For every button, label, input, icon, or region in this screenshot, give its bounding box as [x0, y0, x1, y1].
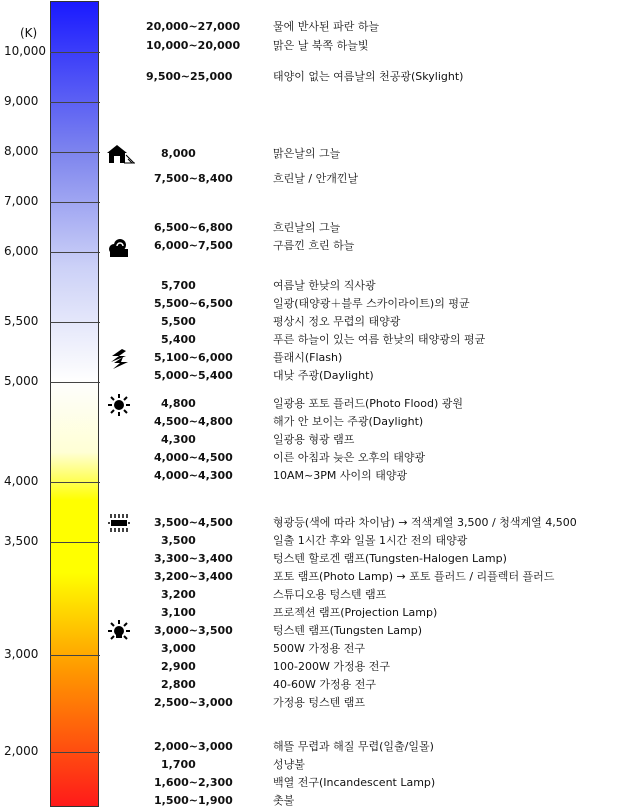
scale-label: 4,000 [4, 474, 39, 488]
entry-description: 40-60W 가정용 전구 [273, 678, 376, 691]
scale-label: 7,000 [4, 194, 39, 208]
entry-description: 스튜디오용 텅스텐 램프 [273, 588, 387, 601]
entry-description: 가정용 텅스텐 램프 [273, 696, 366, 709]
entry-description: 해뜰 무렵과 해질 무렵(일출/일몰) [273, 740, 434, 753]
entry-kelvin-value: 5,000~5,400 [154, 369, 233, 382]
scale-tick [50, 152, 100, 153]
entry-description: 촛불 [273, 794, 295, 807]
entry-description: 포토 램프(Photo Lamp) → 포토 플러드 / 리플렉터 플러드 [273, 570, 555, 583]
house-shade-icon [106, 143, 136, 165]
entry-description: 이른 아침과 늦은 오후의 태양광 [273, 451, 426, 464]
entry-kelvin-value: 1,600~2,300 [154, 776, 233, 789]
scale-tick [50, 752, 100, 753]
entry-kelvin-value: 4,000~4,300 [154, 469, 233, 482]
entry-kelvin-value: 3,000~3,500 [154, 624, 233, 637]
entry-kelvin-value: 5,500 [161, 315, 196, 328]
entry-kelvin-value: 2,800 [161, 678, 196, 691]
entry-kelvin-value: 3,500 [161, 534, 196, 547]
entry-kelvin-value: 6,500~6,800 [154, 221, 233, 234]
entry-kelvin-value: 6,000~7,500 [154, 239, 233, 252]
entry-kelvin-value: 5,400 [161, 333, 196, 346]
entry-description: 일광용 포토 플러드(Photo Flood) 광원 [273, 397, 464, 410]
entry-description: 형광등(색에 따라 차이남) → 적색계열 3,500 / 청색계열 4,500 [273, 516, 577, 529]
scale-tick [50, 52, 100, 53]
scale-label: 3,000 [4, 647, 39, 661]
scale-label: 3,500 [4, 534, 39, 548]
entry-description: 100-200W 가정용 전구 [273, 660, 390, 673]
entry-description: 평상시 정오 무렵의 태양광 [273, 315, 401, 328]
entry-kelvin-value: 3,300~3,400 [154, 552, 233, 565]
entry-description: 태양이 없는 여름날의 천공광(Skylight) [273, 70, 464, 83]
kelvin-unit-label: (K) [20, 26, 38, 40]
entry-kelvin-value: 3,500~4,500 [154, 516, 233, 529]
color-temperature-gradient-bar [50, 1, 99, 807]
entry-kelvin-value: 10,000~20,000 [146, 39, 241, 52]
entry-description: 구름낀 흐린 하늘 [273, 239, 355, 252]
scale-tick [50, 252, 100, 253]
entry-description: 일출 1시간 후와 일몰 1시간 전의 태양광 [273, 534, 468, 547]
entry-description: 500W 가정용 전구 [273, 642, 365, 655]
entry-description: 흐린날의 그늘 [273, 221, 341, 234]
sun-icon [108, 394, 130, 416]
scale-label: 6,000 [4, 244, 39, 258]
cloud-icon [108, 238, 130, 258]
entry-description: 여름날 한낮의 직사광 [273, 279, 376, 292]
entry-kelvin-value: 2,000~3,000 [154, 740, 233, 753]
scale-label: 5,500 [4, 314, 39, 328]
entry-kelvin-value: 3,200~3,400 [154, 570, 233, 583]
entry-description: 성냥불 [273, 758, 305, 771]
entry-description: 텅스텐 할로겐 램프(Tungsten-Halogen Lamp) [273, 552, 507, 565]
entry-kelvin-value: 5,100~6,000 [154, 351, 233, 364]
entry-kelvin-value: 4,500~4,800 [154, 415, 233, 428]
entry-description: 흐린날 / 안개낀날 [273, 172, 359, 185]
entry-description: 텅스텐 램프(Tungsten Lamp) [273, 624, 423, 637]
entry-description: 백열 전구(Incandescent Lamp) [273, 776, 436, 789]
entry-description: 일광(태양광＋블루 스카이라이트)의 평균 [273, 297, 470, 310]
scale-label: 8,000 [4, 144, 39, 158]
scale-tick [50, 542, 100, 543]
scale-tick [50, 202, 100, 203]
scale-label: 9,000 [4, 94, 39, 108]
scale-tick [50, 382, 100, 383]
entry-kelvin-value: 2,500~3,000 [154, 696, 233, 709]
entry-kelvin-value: 5,500~6,500 [154, 297, 233, 310]
scale-label: 5,000 [4, 374, 39, 388]
entry-description: 물에 반사된 파란 하늘 [273, 20, 380, 33]
scale-tick [50, 322, 100, 323]
entry-kelvin-value: 1,500~1,900 [154, 794, 233, 807]
entry-kelvin-value: 5,700 [161, 279, 196, 292]
scale-label: 10,000 [4, 44, 46, 58]
scale-tick [50, 655, 100, 656]
bulb-icon [108, 620, 130, 642]
entry-kelvin-value: 3,100 [161, 606, 196, 619]
entry-kelvin-value: 3,000 [161, 642, 196, 655]
entry-description: 플래시(Flash) [273, 351, 343, 364]
fluorescent-lamp-icon [108, 513, 130, 533]
entry-kelvin-value: 20,000~27,000 [146, 20, 241, 33]
entry-description: 대낮 주광(Daylight) [273, 369, 374, 382]
entry-kelvin-value: 4,300 [161, 433, 196, 446]
scale-label: 2,000 [4, 744, 39, 758]
entry-kelvin-value: 1,700 [161, 758, 196, 771]
scale-tick [50, 102, 100, 103]
entry-description: 해가 안 보이는 주광(Daylight) [273, 415, 424, 428]
entry-description: 10AM~3PM 사이의 태양광 [273, 469, 408, 482]
entry-description: 맑은 날 북쪽 하늘빛 [273, 39, 369, 52]
entry-kelvin-value: 2,900 [161, 660, 196, 673]
entry-kelvin-value: 4,800 [161, 397, 196, 410]
scale-tick [50, 482, 100, 483]
entry-kelvin-value: 8,000 [161, 147, 196, 160]
entry-kelvin-value: 4,000~4,500 [154, 451, 233, 464]
entry-kelvin-value: 7,500~8,400 [154, 172, 233, 185]
entry-description: 맑은날의 그늘 [273, 147, 341, 160]
entry-description: 일광용 형광 램프 [273, 433, 355, 446]
entry-description: 프로젝션 램프(Projection Lamp) [273, 606, 438, 619]
entry-kelvin-value: 3,200 [161, 588, 196, 601]
flash-icon [108, 348, 130, 370]
entry-kelvin-value: 9,500~25,000 [146, 70, 233, 83]
entry-description: 푸른 하늘이 있는 여름 한낮의 태양광의 평균 [273, 333, 486, 346]
